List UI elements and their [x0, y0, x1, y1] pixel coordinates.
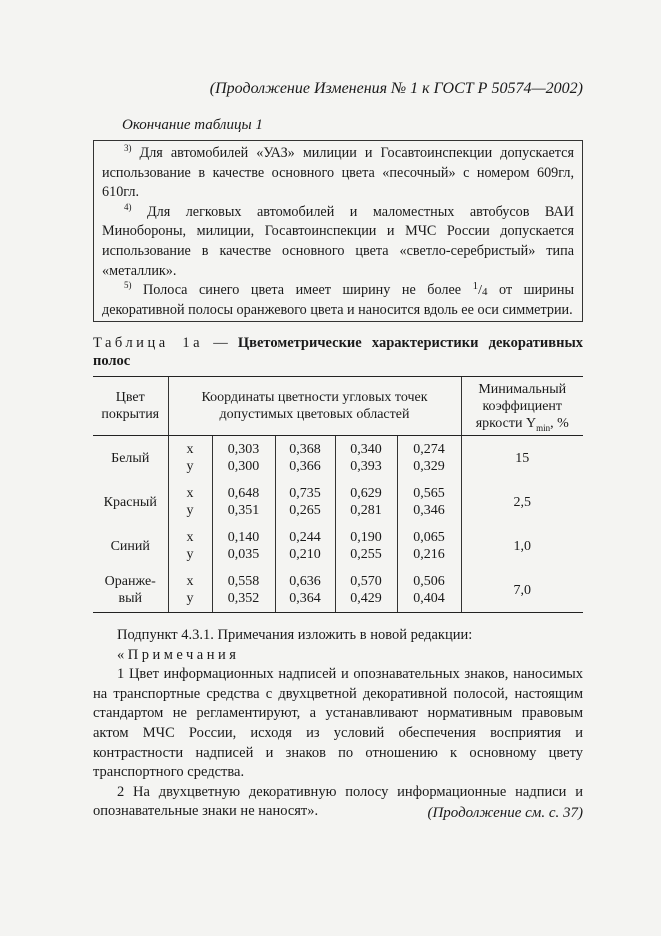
table-row [93, 568, 583, 613]
xy-labels: x y [168, 524, 212, 568]
coord-cell: 0,244 0,210 [275, 524, 335, 568]
row-color: Синий [110, 538, 150, 554]
table-caption [93, 334, 583, 370]
notes-heading: «Примечания [117, 646, 240, 663]
coord-cell: 0,303 0,300 [212, 436, 275, 481]
min-luminance-cell: 15 [461, 436, 583, 481]
table-label: Таблица 1а [93, 335, 204, 351]
note-1: 1 Цвет информационных надписей и опознавательных знаков, наносимых на транспортные средства с двухцветной декоративной полосой, настоящим стандартом не регламентируют, а устанавливают нормативным правовым актом МЧС России, исходя из условий обеспечения восприятия и контрастности надписей и знаков по отношению к основному цвету транспортного средства. [93, 666, 583, 781]
footnote-number: 5) [124, 280, 132, 291]
row-color: Красный [103, 494, 157, 510]
table-header-row [93, 377, 583, 436]
xy-labels: x y [168, 480, 212, 524]
footnote-number: 4) [124, 201, 132, 212]
footnotes-box [93, 140, 583, 322]
footnote-text: Полоса синего цвета имеет ширину не более [143, 282, 473, 299]
table-row [93, 480, 583, 524]
header-color: Цвет покрытия [93, 377, 168, 436]
coord-cell: 0,558 0,352 [212, 568, 275, 613]
min-luminance-cell: 1,0 [461, 524, 583, 568]
xy-labels: x y [168, 568, 212, 613]
table-title: Цветометрические характеристики декоративных полос [93, 335, 584, 369]
min-luminance-cell: 2,5 [461, 480, 583, 524]
coord-cell: 0,629 0,281 [335, 480, 397, 524]
coord-cell: 0,565 0,346 [397, 480, 461, 524]
colorimetric-table [93, 376, 583, 613]
footer-continuation: (Продолжение см. с. 37) [427, 805, 583, 821]
fraction: $^1/_4$ [472, 280, 488, 299]
min-luminance-cell: 7,0 [461, 568, 583, 613]
table-row [93, 436, 583, 481]
coord-cell: 0,506 0,404 [397, 568, 461, 613]
footnote-text: Для автомобилей «УАЗ» милиции и Госавтоинспекции допускается использование в качестве основного цвета «песочный» с номером 609гл, 610гл. [102, 145, 574, 201]
coord-cell: 0,636 0,364 [275, 568, 335, 613]
footnote-3 [102, 144, 574, 203]
coord-cell: 0,368 0,366 [275, 436, 335, 481]
coord-cell: 0,065 0,216 [397, 524, 461, 568]
coord-cell: 0,190 0,255 [335, 524, 397, 568]
table-row [93, 524, 583, 568]
caption-dash: — [203, 335, 238, 351]
footnote-text: от ширины декоративной полосы оранжевого цвета и наносится вдоль ее оси симметрии. [102, 282, 575, 318]
header-continuation: (Продолжение Изменения № 1 к ГОСТ Р 50574—2002) [209, 80, 583, 97]
footnote-text: Для легковых автомобилей и маломестных автобусов ВАИ Минобороны, милиции, Госавтоинспекции и МЧС России допускается использование в качестве основного цвета «светло-серебристый» типа «металлик». [102, 203, 574, 279]
footnote-4 [102, 203, 574, 281]
body-text [93, 626, 583, 822]
footnote-number: 3) [124, 143, 132, 153]
footnote-5 [102, 281, 574, 320]
coord-cell: 0,340 0,393 [335, 436, 397, 481]
coord-cell: 0,648 0,351 [212, 480, 275, 524]
coord-cell: 0,735 0,265 [275, 480, 335, 524]
coord-cell: 0,140 0,035 [212, 524, 275, 568]
row-color: Белый [111, 450, 150, 466]
coord-cell: 0,570 0,429 [335, 568, 397, 613]
header-min-luminance: Минимальный коэффициент яркости $Y_{min}$, % [461, 377, 583, 436]
xy-labels: x y [168, 436, 212, 481]
subclause-heading: Подпункт 4.3.1. Примечания изложить в новой редакции: [117, 627, 473, 643]
coord-cell: 0,274 0,329 [397, 436, 461, 481]
note-2: 2 На двухцветную декоративную полосу информационные надписи и опознавательные знаки не наносят». [93, 783, 583, 820]
table-end-label: Окончание таблицы 1 [122, 117, 263, 133]
header-coordinates: Координаты цветности угловых точек допустимых цветовых областей [168, 377, 461, 436]
row-color: Оранже-вый [93, 568, 168, 613]
